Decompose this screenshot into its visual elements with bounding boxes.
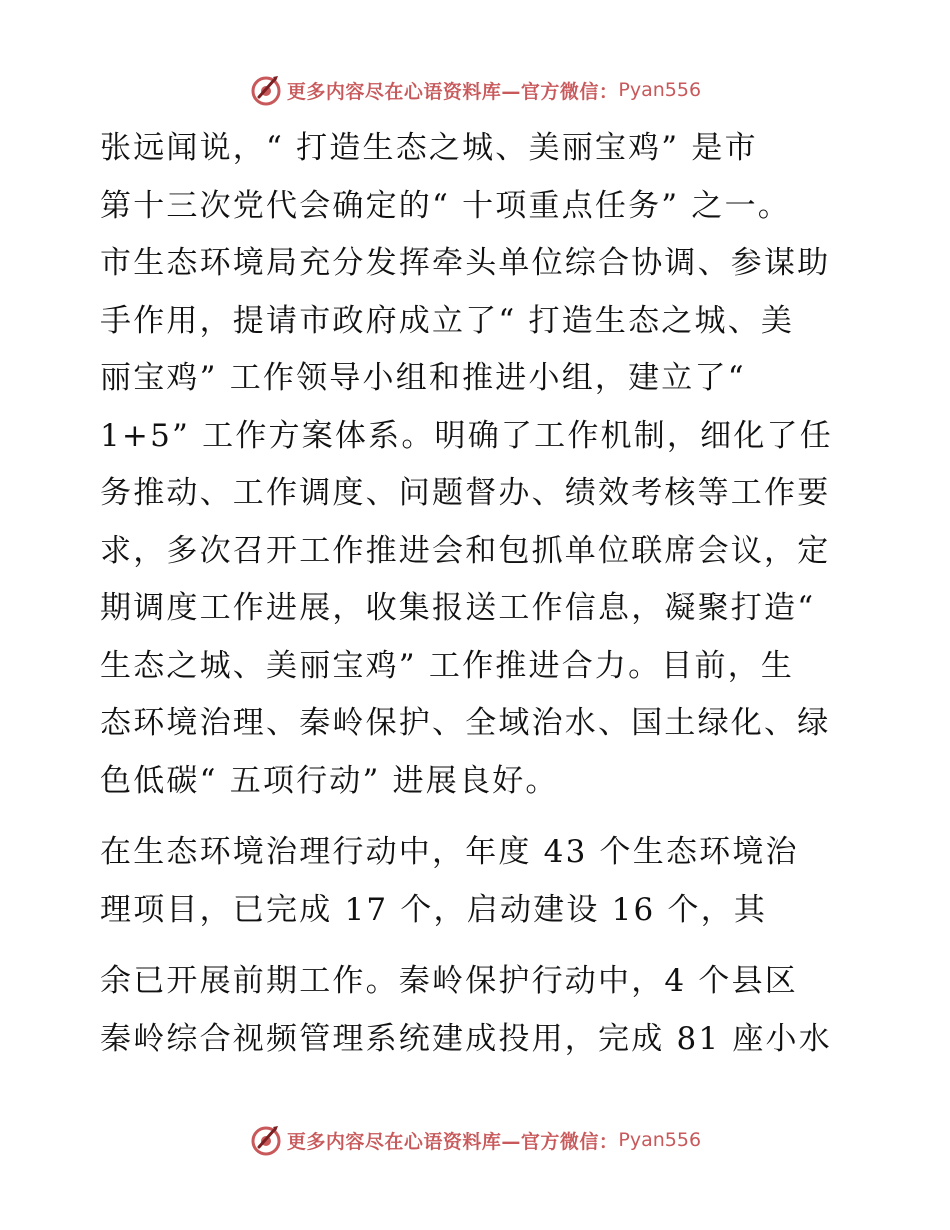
text-line: 秦岭综合视频管理系统建成投用，完成 81 座小水 bbox=[100, 1020, 832, 1057]
text-line: 生态之城、美丽宝鸡” 工作推进合力。目前，生 bbox=[100, 647, 795, 684]
brand-logo-icon bbox=[249, 73, 283, 107]
banner-text: 更多内容尽在心语资料库—官方微信： bbox=[286, 1130, 619, 1153]
banner-contact: Pyan556 bbox=[618, 79, 702, 101]
footer-watermark-banner bbox=[0, 1120, 950, 1160]
paragraph-1 bbox=[100, 120, 860, 810]
text-line: 丽宝鸡” 工作领导小组和推进小组，建立了“ bbox=[100, 360, 746, 396]
text-line: 在生态环境治理行动中，年度 43 个生态环境治 bbox=[100, 834, 799, 870]
text-line: 市生态环境局充分发挥牵头单位综合协调、参谋助 bbox=[100, 245, 831, 281]
text-line: 务推动、工作调度、问题督办、绩效考核等工作要 bbox=[100, 475, 831, 511]
text-line: 理项目，已完成 17 个，启动建设 16 个，其 bbox=[100, 891, 768, 928]
brand-logo-icon bbox=[249, 1123, 283, 1157]
banner-text: 更多内容尽在心语资料库—官方微信： bbox=[286, 80, 619, 103]
text-line: 求，多次召开工作推进会和包抓单位联席会议，定 bbox=[100, 532, 831, 569]
banner-contact: Pyan556 bbox=[618, 1129, 702, 1151]
text-line: 期调度工作进展，收集报送工作信息，凝聚打造“ bbox=[100, 590, 816, 626]
text-line: 余已开展前期工作。秦岭保护行动中，4 个县区 bbox=[100, 963, 798, 999]
text-line: 1+5” 工作方案体系。明确了工作机制，细化了任 bbox=[100, 417, 833, 454]
text-line: 态环境治理、秦岭保护、全域治水、国土绿化、绿 bbox=[100, 705, 831, 741]
text-line: 手作用，提请市政府成立了“ 打造生态之城、美 bbox=[100, 302, 795, 339]
header-watermark-banner bbox=[0, 70, 950, 110]
paragraph-2 bbox=[100, 824, 860, 939]
text-line: 第十三次党代会确定的“ 十项重点任务” 之一。 bbox=[100, 187, 792, 224]
text-line: 张远闻说，“ 打造生态之城、美丽宝鸡” 是市 bbox=[100, 130, 758, 166]
text-line: 色低碳“ 五项行动” 进展良好。 bbox=[100, 762, 559, 799]
document-body bbox=[100, 120, 860, 1068]
paragraph-3 bbox=[100, 953, 860, 1068]
